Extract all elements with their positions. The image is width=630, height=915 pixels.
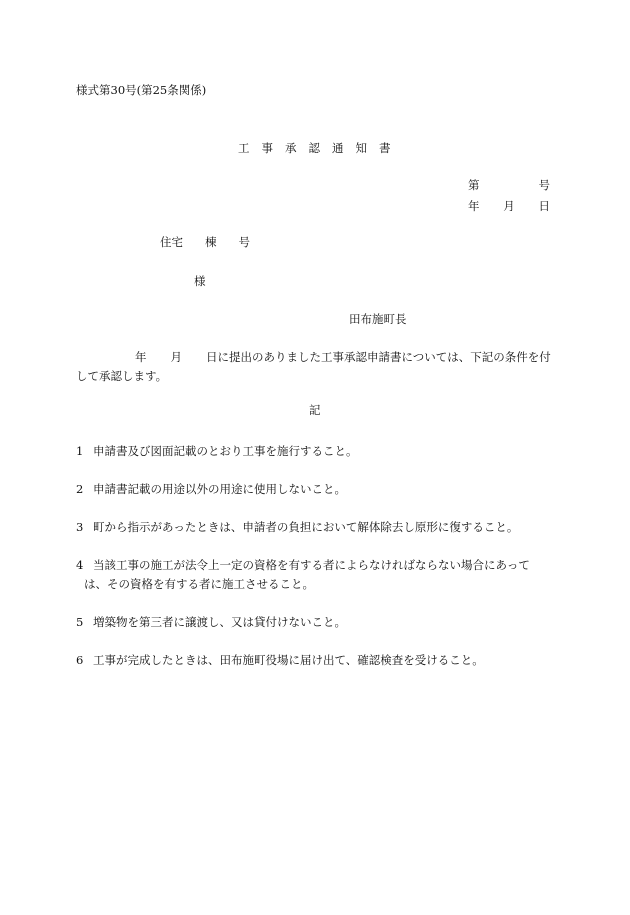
condition-item [76, 556, 554, 594]
title-char: 承 [285, 141, 297, 155]
title-char: 工 [238, 141, 250, 155]
building-label: 棟 [205, 235, 217, 249]
condition-number: 1 [76, 444, 84, 458]
dai-label: 第 [468, 178, 480, 192]
condition-item [76, 613, 554, 632]
go-label: 号 [538, 178, 550, 192]
condition-item [76, 442, 554, 461]
month-label: 月 [503, 198, 515, 213]
condition-text: 申請書記載の用途以外の用途に使用しないこと。 [93, 482, 346, 496]
day-label: 日 [538, 198, 550, 213]
document-number-date [468, 179, 550, 221]
title-char: 事 [261, 141, 273, 155]
condition-text: 申請書及び図面記載のとおり工事を施行すること。 [93, 444, 358, 458]
title-char: 認 [308, 141, 320, 155]
issuer-name: 田布施町長 [349, 312, 407, 326]
year-label: 年 [468, 198, 480, 213]
date-row [468, 200, 550, 214]
body-month-label: 月 [170, 350, 182, 364]
body-main-text: 日に提出のありました工事承認申請書については、下記の条件を付して承認します。 [76, 350, 551, 383]
document-number-row [468, 179, 550, 193]
condition-item [76, 480, 554, 499]
condition-text-continuation: は、その資格を有する者に施工させること。 [84, 577, 314, 591]
condition-text: 当該工事の施工が法令上一定の資格を有する者によらなければならない場合にあって [93, 558, 530, 572]
form-number: 様式第30号(第25条関係) [76, 83, 207, 97]
honorific: 様 [194, 274, 206, 288]
room-number-label: 号 [238, 235, 250, 249]
condition-number: 2 [76, 482, 84, 496]
condition-number: 5 [76, 615, 84, 629]
title-char: 通 [332, 141, 344, 155]
condition-item [76, 651, 554, 670]
condition-number: 3 [76, 520, 84, 534]
title-char: 知 [355, 141, 367, 155]
housing-label: 住宅 [160, 235, 183, 249]
approval-statement [76, 348, 554, 386]
condition-text: 町から指示があったときは、申請者の負担において解体除去し原形に復すること。 [93, 520, 519, 534]
document-title [238, 142, 403, 156]
condition-number: 6 [76, 653, 84, 667]
condition-text: 増築物を第三者に譲渡し、又は貸付けないこと。 [93, 615, 346, 629]
body-year-label: 年 [135, 350, 147, 364]
condition-item [76, 518, 554, 537]
condition-text: 工事が完成したときは、田布施町役場に届け出て、確認検査を受けること。 [93, 653, 484, 667]
ki-heading: 記 [309, 403, 321, 417]
condition-number: 4 [76, 558, 84, 572]
title-char: 書 [379, 141, 391, 155]
recipient-address [160, 236, 272, 250]
